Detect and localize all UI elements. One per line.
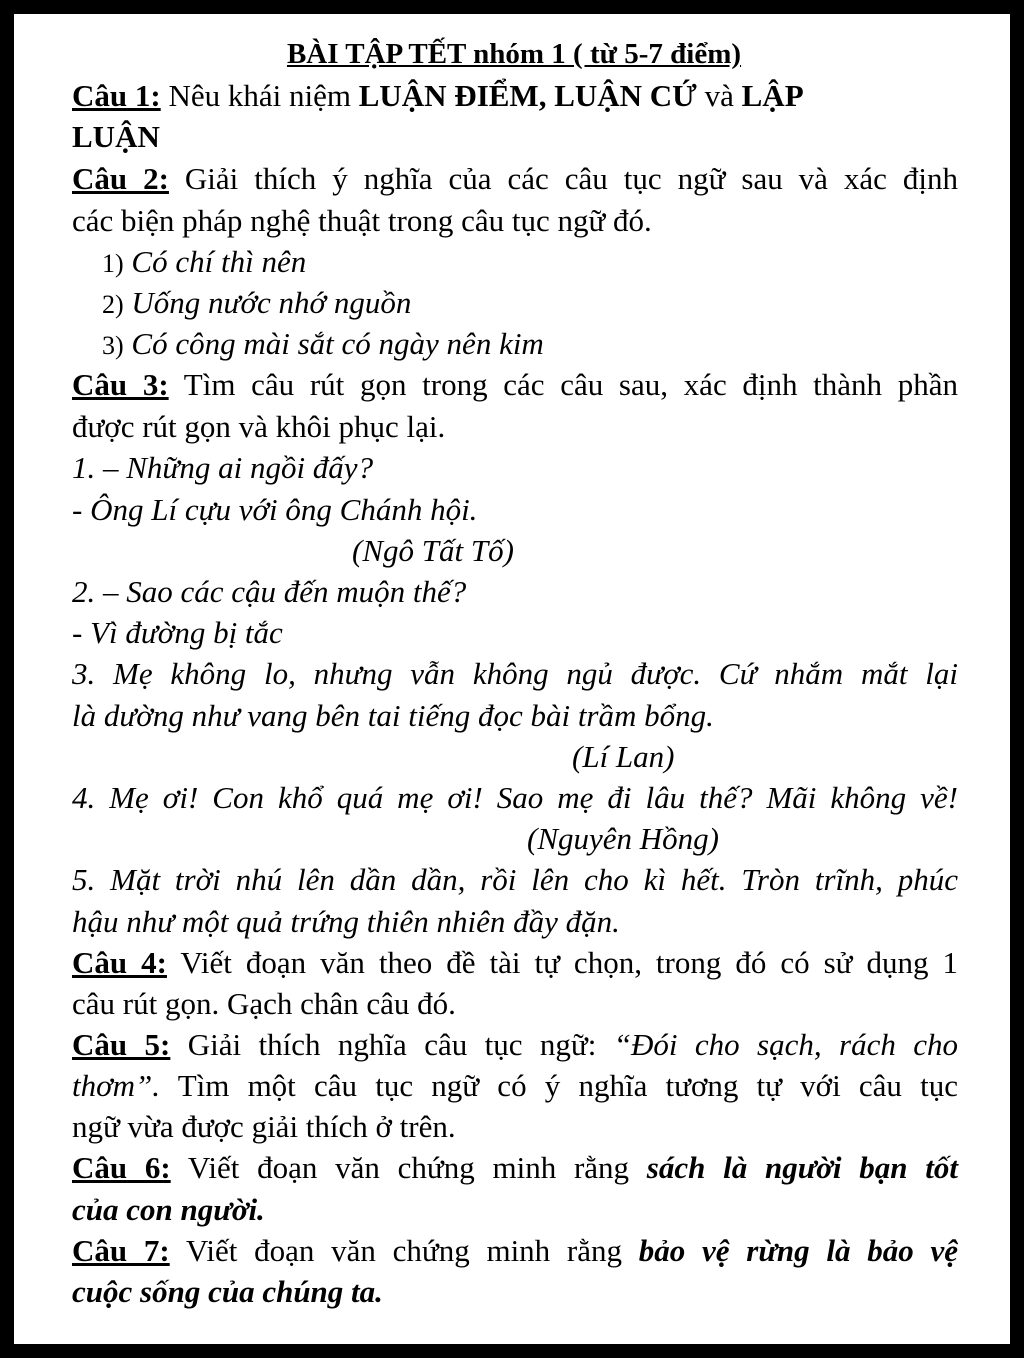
- question-3-label: Câu 3:: [72, 367, 169, 402]
- page-title: BÀI TẬP TẾT nhóm 1 ( từ 5-7 điểm): [286, 38, 742, 70]
- question-7-label: Câu 7:: [72, 1233, 170, 1268]
- document-page: [14, 14, 1010, 1344]
- sentence-5-line-2: hậu như một quả trứng thiên nhiên đầy đặn.: [72, 904, 620, 939]
- question-5-text-1: Giải thích nghĩa câu tục ngữ:: [187, 1027, 597, 1062]
- sentence-1-source: (Ngô Tất Tố): [352, 533, 514, 568]
- proverb-text: Có chí thì nên: [131, 244, 307, 279]
- sentence-1-question: 1. – Những ai ngồi đấy?: [72, 450, 374, 485]
- question-1-label: Câu 1:: [72, 78, 161, 113]
- question-5-line-1: [72, 1025, 958, 1065]
- question-2-text-1: Giải thích ý nghĩa của các câu tục ngữ sau và xác định: [184, 161, 959, 196]
- question-7-text: Viết đoạn văn chứng minh rằng: [185, 1233, 623, 1268]
- question-6-line-1: [72, 1148, 958, 1188]
- sentence-3-line-2: là dường như vang bên tai tiếng đọc bài trầm bổng.: [72, 698, 714, 733]
- question-3-line-1: [72, 365, 958, 405]
- question-4-text-1: Viết đoạn văn theo đề tài tự chọn, trong đó có sử dụng 1: [180, 945, 958, 980]
- proverb-item: [102, 242, 306, 282]
- sentence-3-source: (Lí Lan): [572, 739, 675, 774]
- question-1-line-2: LUẬN: [72, 119, 160, 154]
- term-luan-cu: LUẬN CỨ: [554, 78, 697, 113]
- sentence-2-answer: - Vì đường bị tắc: [72, 615, 283, 650]
- question-4-line-2: câu rút gọn. Gạch chân câu đó.: [72, 986, 456, 1021]
- sentence-3-line-1: 3. Mẹ không lo, nhưng vẫn không ngủ được. Cứ nhắm mắt lại: [72, 656, 958, 691]
- question-4-line-1: [72, 943, 958, 983]
- question-5-text-2: Tìm một câu tục ngữ có ý nghĩa tương tự với câu tục: [177, 1068, 958, 1103]
- question-6-line-2: của con người.: [72, 1192, 265, 1227]
- question-4-label: Câu 4:: [72, 945, 167, 980]
- sentence-4-source: (Nguyên Hồng): [527, 821, 719, 856]
- question-6-text: Viết đoạn văn chứng minh rằng: [187, 1150, 630, 1185]
- term-luan-diem: LUẬN ĐIỂM,: [358, 78, 547, 113]
- question-5-line-2: [72, 1066, 958, 1106]
- sentence-2-question: 2. – Sao các cậu đến muộn thế?: [72, 574, 467, 609]
- proverb-number: 3): [102, 331, 124, 360]
- proverb-number: 2): [102, 290, 124, 319]
- question-6-label: Câu 6:: [72, 1150, 171, 1185]
- sentence-4: 4. Mẹ ơi! Con khổ quá mẹ ơi! Sao mẹ đi lâu thế? Mãi không về!: [72, 780, 958, 815]
- question-2-line-2: các biện pháp nghệ thuật trong câu tục ngữ đó.: [72, 203, 652, 238]
- proverb-number: 1): [102, 249, 124, 278]
- proverb-text: Uống nước nhớ nguồn: [131, 285, 412, 320]
- question-1-and: và: [704, 78, 734, 113]
- sentence-1-answer: - Ông Lí cựu với ông Chánh hội.: [72, 492, 478, 527]
- question-7-line-1: [72, 1231, 958, 1271]
- question-1-text: Nêu khái niệm: [168, 78, 351, 113]
- question-3-text-1: Tìm câu rút gọn trong các câu sau, xác định thành phần: [183, 367, 959, 402]
- question-7-emphasis-1: bảo vệ rừng là bảo vệ: [638, 1233, 959, 1268]
- term-lap: LẬP: [741, 78, 804, 113]
- proverb-item: [102, 324, 544, 364]
- question-3-line-2: được rút gọn và khôi phục lại.: [72, 409, 446, 444]
- question-7-line-2: cuộc sống của chúng ta.: [72, 1274, 383, 1309]
- proverb-text: Có công mài sắt có ngày nên kim: [131, 326, 544, 361]
- question-5-quote-start: “Đói cho sạch, rách cho: [613, 1027, 959, 1062]
- question-2-label: Câu 2:: [72, 161, 169, 196]
- question-5-line-3: ngữ vừa được giải thích ở trên.: [72, 1109, 456, 1144]
- question-1-line-1: [72, 76, 804, 116]
- question-6-emphasis-1: sách là người bạn tốt: [646, 1150, 958, 1185]
- sentence-5-line-1: 5. Mặt trời nhú lên dần dần, rồi lên cho kì hết. Tròn trĩnh, phúc: [72, 862, 958, 897]
- proverb-item: [102, 283, 411, 323]
- question-5-quote-end: thơm”.: [72, 1068, 161, 1103]
- question-5-label: Câu 5:: [72, 1027, 171, 1062]
- question-2-line-1: [72, 159, 958, 199]
